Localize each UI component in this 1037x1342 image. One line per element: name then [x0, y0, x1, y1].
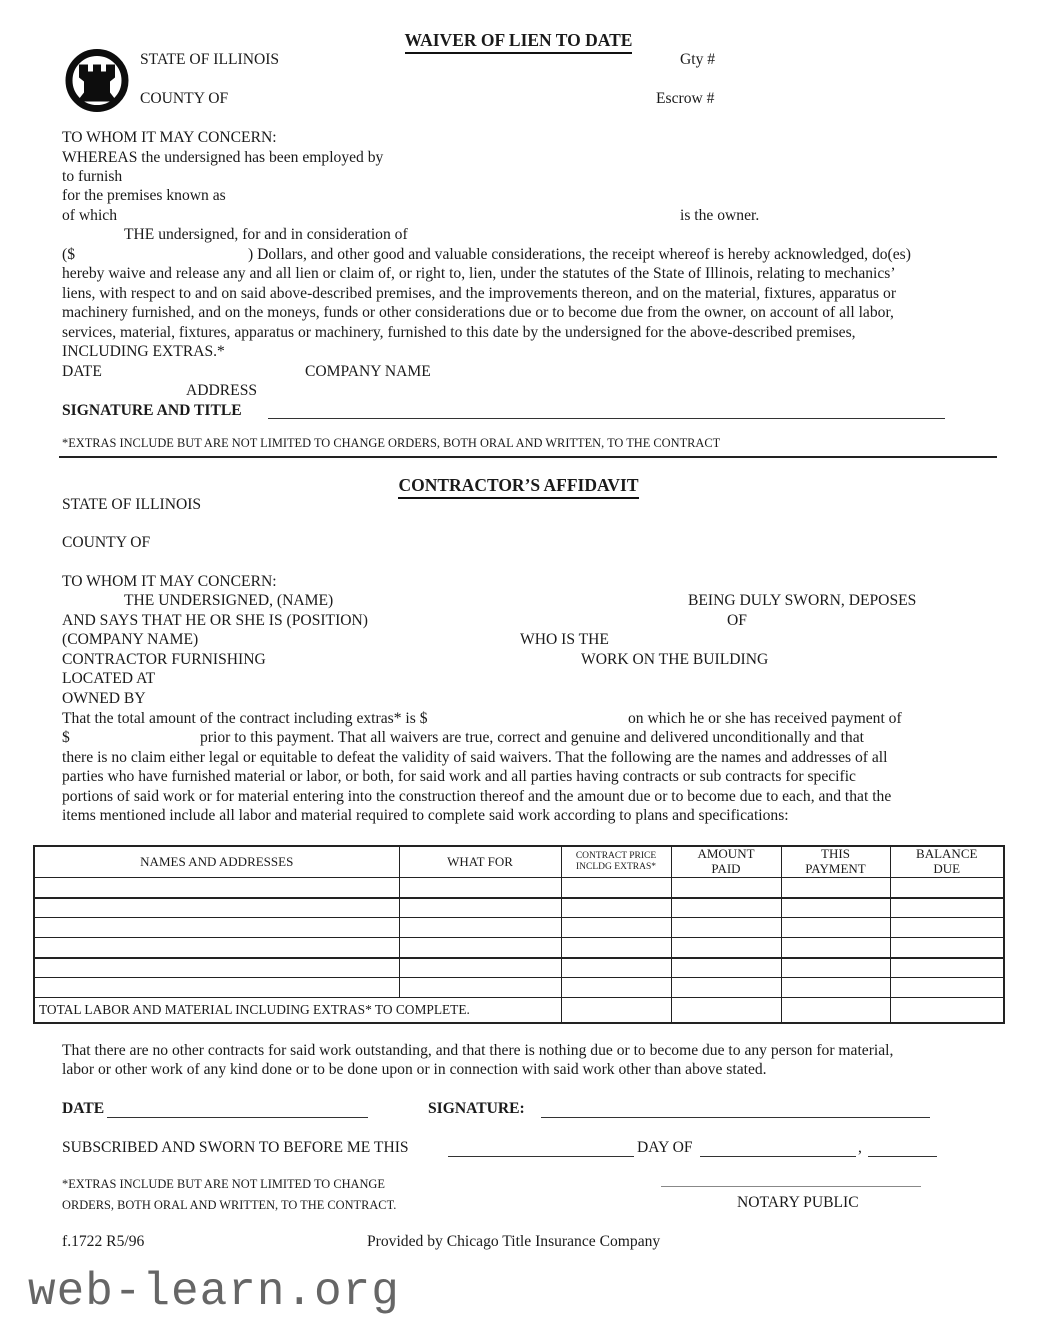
waiver-consideration-line: THE undersigned, for and in consideration of — [124, 226, 408, 243]
affidavit-concern-line: TO WHOM IT MAY CONCERN: — [62, 573, 277, 590]
waiver-including-extras: INCLUDING EXTRAS.* — [62, 343, 225, 360]
closing-statement-line: That there are no other contracts for said work outstanding, and that there is nothing due or to become due to any person for material, — [62, 1042, 894, 1059]
notary-public-label: NOTARY PUBLIC — [737, 1194, 859, 1211]
table-cell — [399, 918, 561, 938]
table-row — [34, 898, 1004, 918]
table-row — [34, 918, 1004, 938]
waiver-state-label: STATE OF ILLINOIS — [140, 51, 280, 68]
waiver-body-line: machinery furnished, and on the moneys, funds or other considerations due or to become due from the owner, on account of all labor, — [62, 304, 894, 321]
table-cell — [399, 978, 561, 998]
table-cell — [671, 918, 781, 938]
header-line: THIS — [821, 846, 850, 862]
col-amount-paid — [671, 846, 781, 878]
chicago-title-castle-logo — [64, 47, 130, 119]
affidavit-state-label: STATE OF ILLINOIS — [62, 496, 202, 513]
affidavit-of-label: OF — [727, 612, 747, 629]
waiver-body-line: hereby waive and release any and all lien or claim of, or right to, lien, under the statutes of the State of Illinois, relating to mechanics’ — [62, 265, 896, 282]
table-row — [34, 938, 1004, 958]
table-cell — [890, 878, 1004, 898]
gty-number-label: Gty # — [680, 51, 716, 68]
parties-table — [33, 845, 1005, 1024]
table-cell — [781, 978, 890, 998]
affidavit-title-text: CONTRACTOR’S AFFIDAVIT — [398, 475, 638, 499]
affidavit-position-label: AND SAYS THAT HE OR SHE IS (POSITION) — [62, 612, 368, 629]
year-blank-line — [868, 1156, 937, 1157]
provided-by-line: Provided by Chicago Title Insurance Company — [367, 1233, 661, 1250]
table-cell — [399, 878, 561, 898]
table-cell — [671, 978, 781, 998]
comma-separator: , — [858, 1139, 862, 1156]
table-cell — [781, 998, 890, 1023]
col-this-payment — [781, 846, 890, 878]
table-cell — [34, 958, 399, 978]
table-cell — [781, 958, 890, 978]
table-cell — [671, 878, 781, 898]
table-cell — [561, 998, 671, 1023]
table-row — [34, 958, 1004, 978]
header-line: INCLDG EXTRAS* — [576, 862, 656, 872]
affidavit-sworn-label: BEING DULY SWORN, DEPOSES — [688, 592, 917, 609]
affidavit-dollar-sign: $ — [62, 729, 70, 746]
closing-extras-note-line: ORDERS, BOTH ORAL AND WRITTEN, TO THE CONTRACT. — [62, 1198, 397, 1212]
notary-signature-blank-line — [661, 1186, 921, 1187]
affidavit-body-line: prior to this payment. That all waivers are true, correct and genuine and delivered unconditionally and that — [200, 729, 864, 746]
table-cell — [890, 938, 1004, 958]
table-cell — [34, 938, 399, 958]
table-total-row — [34, 998, 1004, 1023]
sworn-day-blank-line — [448, 1156, 634, 1157]
closing-date-label: DATE — [62, 1100, 105, 1117]
waiver-body-line: services, material, fixtures, apparatus or machinery, furnished to this date by the undersigned for the above-described premises, — [62, 324, 856, 341]
affidavit-payment-received: on which he or she has received payment of — [628, 710, 902, 727]
waiver-company-name-label: COMPANY NAME — [305, 363, 431, 380]
col-balance-due — [890, 846, 1004, 878]
affidavit-who-label: WHO IS THE — [520, 631, 609, 648]
closing-signature-label: SIGNATURE: — [428, 1100, 525, 1117]
closing-date-blank-line — [107, 1117, 368, 1118]
table-row — [34, 878, 1004, 898]
affidavit-body-line: portions of said work or for material entering into the construction thereof and the amount due or to become due to each, and that the — [62, 788, 892, 805]
waiver-county-label: COUNTY OF — [140, 90, 229, 107]
table-cell — [890, 958, 1004, 978]
table-cell — [34, 898, 399, 918]
waiver-title-text: WAIVER OF LIEN TO DATE — [405, 30, 633, 54]
affidavit-contractor-label: CONTRACTOR FURNISHING — [62, 651, 266, 668]
table-cell — [561, 978, 671, 998]
header-line: WHAT FOR — [447, 853, 513, 869]
table-cell — [399, 958, 561, 978]
waiver-body-line: ) Dollars, and other good and valuable considerations, the receipt whereof is hereby acknowledged, do(es) — [248, 246, 911, 263]
waiver-owner-label: is the owner. — [680, 207, 760, 224]
table-header-row — [34, 846, 1004, 878]
header-line: AMOUNT — [697, 846, 755, 862]
affidavit-body-line: parties who have furnished material or labor, or both, for said work and all parties having contracts or sub contracts for specific — [62, 768, 856, 785]
table-cell — [561, 958, 671, 978]
table-cell — [399, 938, 561, 958]
waiver-concern-line: TO WHOM IT MAY CONCERN: — [62, 129, 277, 146]
affidavit-undersigned-label: THE UNDERSIGNED, (NAME) — [124, 592, 334, 609]
table-cell — [890, 998, 1004, 1023]
table-cell — [561, 878, 671, 898]
table-cell — [671, 898, 781, 918]
waiver-whereas-line: WHEREAS the undersigned has been employed by — [62, 149, 384, 166]
waiver-premises-line: for the premises known as — [62, 187, 226, 204]
closing-signature-blank-line — [541, 1117, 930, 1118]
header-line: PAYMENT — [805, 861, 866, 876]
table-cell — [671, 938, 781, 958]
table-cell — [781, 878, 890, 898]
watermark-text: web-learn.org — [28, 1266, 400, 1318]
table-cell — [34, 978, 399, 998]
affidavit-total-intro: That the total amount of the contract including extras* is $ — [62, 710, 428, 727]
col-contract-price — [561, 846, 671, 878]
col-names-addresses — [34, 846, 399, 878]
waiver-signature-blank-line — [268, 418, 945, 419]
table-cell — [399, 898, 561, 918]
header-line: PAID — [711, 861, 741, 876]
table-cell — [890, 898, 1004, 918]
table-cell — [890, 978, 1004, 998]
table-cell — [890, 918, 1004, 938]
affidavit-work-label: WORK ON THE BUILDING — [581, 651, 769, 668]
affidavit-body-line: items mentioned include all labor and material required to complete said work according to plans and specifications: — [62, 807, 789, 824]
table-cell — [781, 918, 890, 938]
table-cell — [561, 938, 671, 958]
escrow-number-label: Escrow # — [656, 90, 715, 107]
affidavit-body-line: there is no claim either legal or equitable to defeat the validity of said waivers. That the following are the names and addresses of all — [62, 749, 888, 766]
affidavit-located-label: LOCATED AT — [62, 670, 156, 687]
table-cell — [781, 938, 890, 958]
waiver-extras-note: *EXTRAS INCLUDE BUT ARE NOT LIMITED TO CHANGE ORDERS, BOTH ORAL AND WRITTEN, TO THE CONTRACT — [62, 436, 721, 450]
closing-statement-line: labor or other work of any kind done or to be done upon or in connection with said work other than above stated. — [62, 1061, 767, 1078]
form-number: f.1722 R5/96 — [62, 1233, 145, 1250]
table-row — [34, 978, 1004, 998]
table-cell — [671, 958, 781, 978]
affidavit-owned-label: OWNED BY — [62, 690, 146, 707]
table-cell — [561, 918, 671, 938]
table-cell — [781, 898, 890, 918]
table-empty-rows — [34, 878, 1004, 998]
header-line: BALANCE — [916, 846, 978, 862]
waiver-of-which-label: of which — [62, 207, 117, 224]
affidavit-company-label: (COMPANY NAME) — [62, 631, 199, 648]
closing-extras-note-line: *EXTRAS INCLUDE BUT ARE NOT LIMITED TO CHANGE — [62, 1177, 385, 1191]
table-cell — [671, 998, 781, 1023]
waiver-address-label: ADDRESS — [186, 382, 258, 399]
month-blank-line — [700, 1156, 856, 1157]
header-line: DUE — [933, 861, 961, 876]
waiver-body-line: liens, with respect to and on said above-described premises, and the improvements thereon, and on the material, fixtures, apparatus or — [62, 285, 897, 302]
table-cell — [34, 878, 399, 898]
affidavit-county-label: COUNTY OF — [62, 534, 151, 551]
table-total-label: TOTAL LABOR AND MATERIAL INCLUDING EXTRAS* TO COMPLETE. — [34, 998, 561, 1023]
col-what-for — [399, 846, 561, 878]
castle-rook-icon — [64, 47, 130, 114]
header-line: CONTRACT PRICE — [575, 851, 657, 862]
waiver-furnish-line: to furnish — [62, 168, 123, 185]
waiver-dollar-open: ($ — [62, 246, 75, 263]
subscribed-sworn-line: SUBSCRIBED AND SWORN TO BEFORE ME THIS — [62, 1139, 409, 1156]
waiver-signature-title-label: SIGNATURE AND TITLE — [62, 402, 242, 419]
table-cell — [34, 918, 399, 938]
section-divider-rule — [59, 456, 997, 458]
table-cell — [561, 898, 671, 918]
waiver-date-label: DATE — [62, 363, 102, 380]
header-line: NAMES AND ADDRESSES — [140, 853, 294, 869]
day-of-label: DAY OF — [637, 1139, 693, 1156]
